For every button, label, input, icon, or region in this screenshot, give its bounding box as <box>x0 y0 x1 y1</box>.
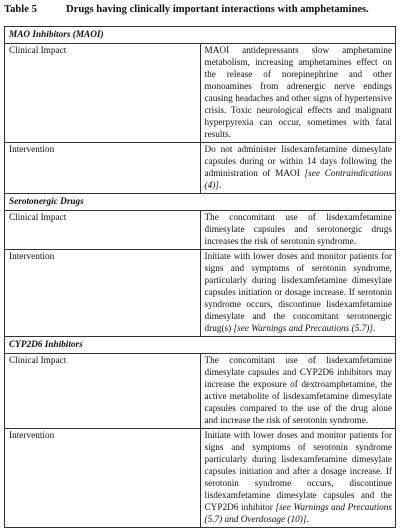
section-heading-cyp2d6: CYP2D6 Inhibitors <box>5 337 396 354</box>
section-header-row <box>5 194 396 211</box>
table-row <box>5 143 396 194</box>
row-text-body: MAOI antidepressants slow amphetamine metabolism, increasing amphetamines effect on the release of norepinephrine and other monoamines from adrenergic nerve endings causing headaches and other signs of hypertensive crisis. Toxic neurological effects and malignant hyperpyrexia can occur, sometimes with fatal results. <box>204 46 392 140</box>
section-heading-serotonergic: Serotonergic Drugs <box>5 194 396 211</box>
row-text <box>200 44 396 143</box>
table-row <box>5 250 396 337</box>
row-label: Clinical Impact <box>5 211 201 250</box>
row-label: Intervention <box>5 429 201 528</box>
row-text-tail: . <box>306 515 309 525</box>
row-text <box>200 143 396 194</box>
row-text-body: Do not administer lisdexamfetamine dimesylate capsules during or within 14 days following the administration of MAOI <box>204 145 392 179</box>
table-number: Table 5 <box>4 4 37 15</box>
row-label: Intervention <box>5 250 201 337</box>
section-header-row <box>5 337 396 354</box>
row-text-tail: . <box>218 181 222 191</box>
table-row <box>5 44 396 143</box>
table-title: Drugs having clinically important interactions with amphetamines. <box>66 4 369 15</box>
row-text-body: The concomitant use of lisdexamfetamine dimesylate capsules and CYP2D6 inhibitors may increase the exposure of dextroamphetamine, the active metabolite of lisdexamfetamine dimesylate capsules compared to the use of the drug alone and increase the risk of serotonin syndrome. <box>204 356 392 426</box>
cross-reference: [see Warnings and Precautions (5.7) and Overdosage (10)] <box>204 503 392 525</box>
section-heading-maoi: MAO Inhibitors (MAOI) <box>5 27 396 44</box>
cross-reference: [see Warnings and Precautions (5.7)] <box>233 324 373 334</box>
row-text-body: The concomitant use of lisdexamfetamine dimesylate capsules and serotonergic drugs increases the risk of serotonin syndrome. <box>204 213 392 247</box>
row-text <box>200 429 396 528</box>
row-text <box>200 211 396 250</box>
table-row <box>5 354 396 429</box>
cross-reference: [see Contraindications (4)] <box>204 169 392 191</box>
table-row <box>5 211 396 250</box>
table-caption <box>4 3 396 18</box>
row-label: Intervention <box>5 143 201 194</box>
drug-interactions-table <box>4 26 396 528</box>
row-text <box>200 354 396 429</box>
section-header-row <box>5 27 396 44</box>
row-text <box>200 250 396 337</box>
row-text-body: Initiate with lower doses and monitor patients for signs and symptoms of serotonin syndrome particularly during lisdexamfetamine dimesylate capsules initiation and after a dosage increase. If serotonin syndrome occurs, discontinue lisdexamfetamine dimesylate capsules and the CYP2D6 inhibitor <box>204 431 392 513</box>
row-label: Clinical Impact <box>5 44 201 143</box>
row-label: Clinical Impact <box>5 354 201 429</box>
row-text-tail: . <box>372 324 376 334</box>
row-text-body: Initiate with lower doses and monitor patients for signs and symptoms of serotonin syndrome, particularly during lisdexamfetamine dimesylate capsules initiation or dosage increase. If serotonin syndrome occurs, discontinue lisdexamfetamine dimesylate and the concomitant serotonergic drug(s) <box>204 252 392 334</box>
table-row <box>5 429 396 528</box>
